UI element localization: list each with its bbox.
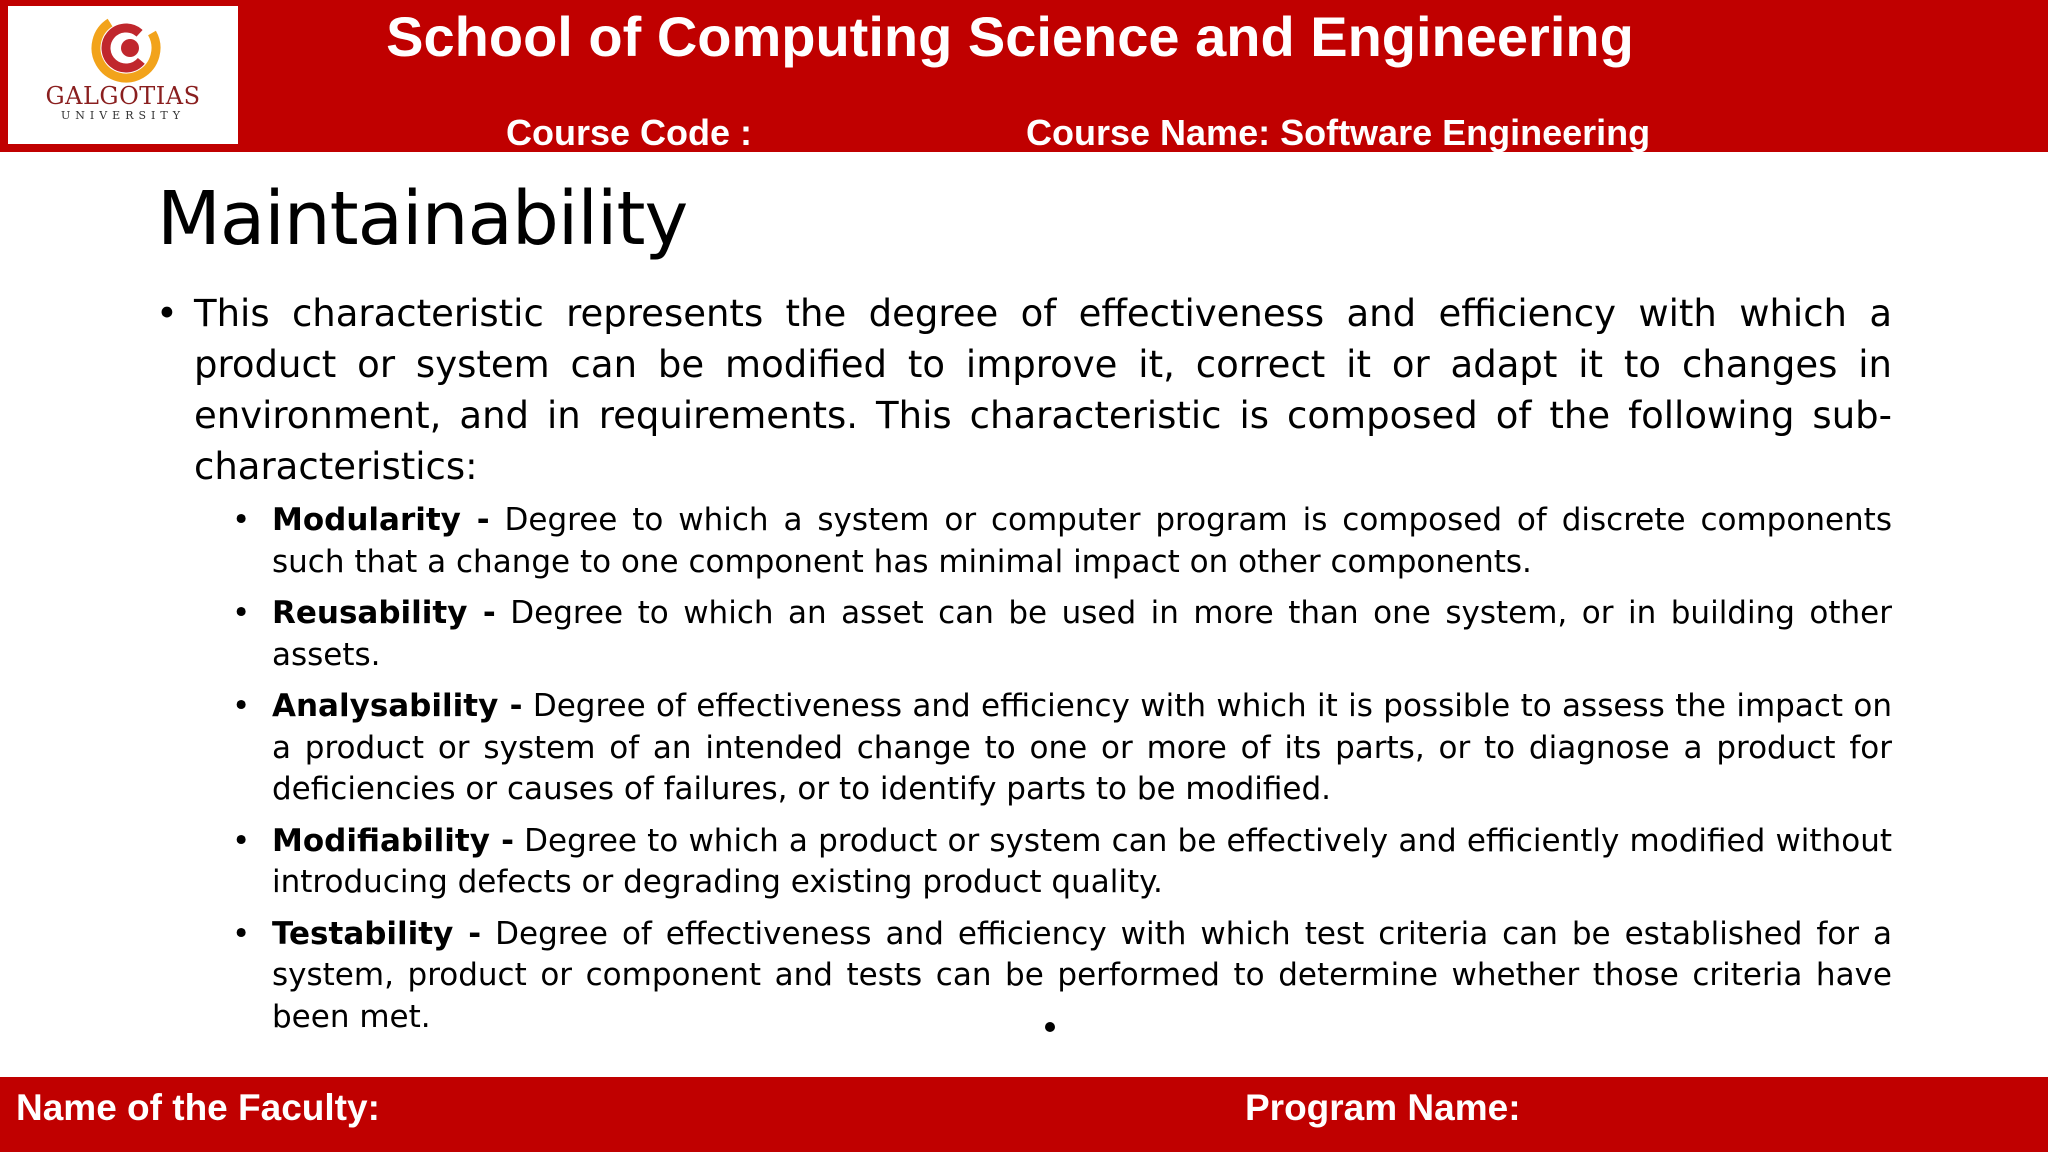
sub-item-text: Degree to which a product or system can be effectively and efficiently modified without introducing defects or degrading existing product quality. [272,822,1892,900]
list-item [232,686,1892,811]
sub-item-term: Testability - [272,915,482,952]
sub-item-text: Degree to which a system or computer program is composed of discrete components such that a change to one component has minimal impact on other components. [272,502,1892,580]
sub-item-term: Modifiability - [272,822,514,859]
sub-item-text: Degree of effectiveness and efficiency with which test criteria can be established for a system, product or component and tests can be performed to determine whether those criteria have been met. [272,915,1893,1035]
logo-subtitle: UNIVERSITY [61,109,185,122]
university-logo [8,6,238,144]
sub-characteristics-list [150,500,1892,1038]
bullet-icon: • [156,292,178,335]
bullet-icon: • [232,595,251,631]
galgotias-swirl-logo-icon [86,12,166,84]
slide-title: Maintainability [157,176,688,262]
list-item [232,821,1892,904]
bullet-icon: • [232,688,251,724]
program-label: Program Name: [1245,1087,1521,1128]
faculty-label: Name of the Faculty: [16,1087,380,1128]
school-title: School of Computing Science and Engineering [386,5,1634,68]
bullet-icon: • [232,502,251,538]
header-bar [0,0,2048,152]
course-code-label: Course Code : [506,112,753,153]
bullet-icon: • [232,915,251,952]
course-name-label: Course Name: Software Engineering [1026,112,1651,153]
sub-item-text: Degree of effectiveness and efficiency with which it is possible to assess the impact on a product or system of an intended change to one or more of its parts, or to diagnose a product for deficiencies or causes of failures, or to identify parts to be modified. [272,688,1892,807]
sub-item-term: Analysability - [272,688,523,724]
list-item [232,914,1893,1039]
footer-bar [0,1077,2048,1152]
main-bullet-text: This characteristic represents the degree of effectiveness and efficiency with which a product or system can be modified to improve it, correct it or adapt it to changes in environment, and in requirements. This characteristic is composed of the following sub-characteristics: [194,292,1892,488]
slide-content [150,288,1892,1048]
bullet-icon: • [232,822,251,859]
main-bullet [150,288,1892,492]
sub-item-term: Modularity - [272,502,490,538]
empty-bullet-icon [1045,1022,1055,1032]
logo-name: GALGOTIAS [45,82,201,110]
list-item [232,500,1892,583]
sub-item-text: Degree to which an asset can be used in more than one system, or in building other assets. [272,595,1893,673]
list-item [232,593,1893,676]
sub-item-term: Reusability - [272,595,496,631]
